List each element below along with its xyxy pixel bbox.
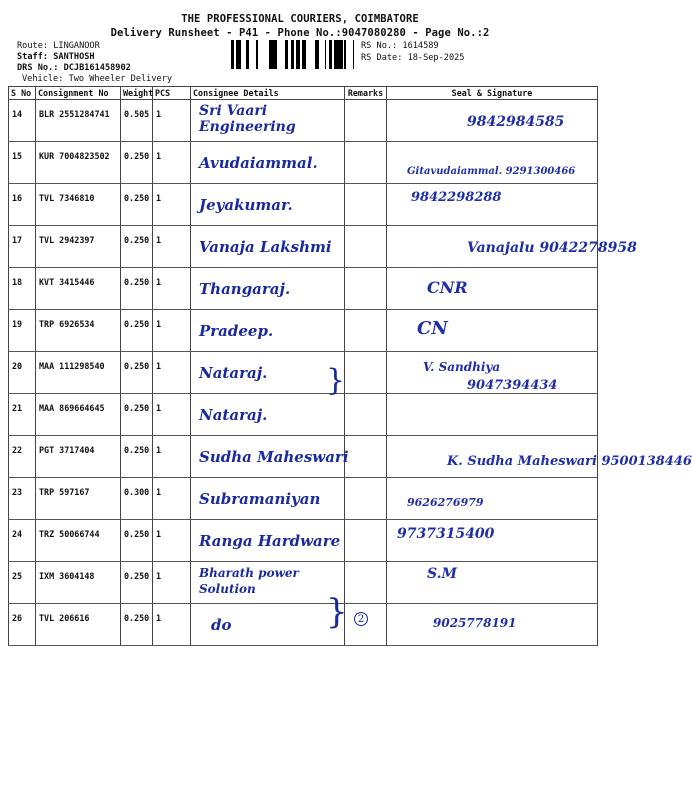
signature-handwriting: CN [417,318,448,339]
cell-weight: 0.250 [121,394,153,436]
col-weight: Weight [121,87,153,100]
cell-consignee-details [191,436,349,478]
col-sno: S No [9,87,36,100]
signature-handwriting: CNR [427,278,468,297]
col-pcs: PCS [153,87,191,100]
runsheet-table [8,86,692,646]
consignee-handwritten-name: Sudha Maheswari [199,448,349,466]
cell-pcs: 1 [153,520,191,562]
cell-remarks [345,310,387,352]
cell-remarks [345,352,387,394]
cell-consignee-details [191,352,345,394]
col-remarks: Remarks [345,87,387,100]
cell-consignee-details [191,268,345,310]
cell-weight: 0.250 [121,436,153,478]
cell-consignment-no: MAA 869664645 [36,394,121,436]
table-row [9,394,598,436]
cell-consignment-no: TRZ 50066744 [36,520,121,562]
cell-seal-signature [387,436,692,478]
staff-label: Staff: SANTHOSH [17,52,95,62]
cell-sno: 14 [9,100,36,142]
cell-consignee-details [191,520,345,562]
signature-handwriting: 9842984585 [467,114,565,130]
consignee-handwritten-name: Nataraj. [199,364,268,382]
cell-seal-signature [387,184,598,226]
consignee-handwritten-name: Sri Vaari Engineering [199,103,296,135]
drs-label: DRS No.: DCJB161458902 [17,63,131,73]
consignee-handwritten-name: do [211,616,232,634]
route-label: Route: LINGANOOR [17,41,100,51]
consignee-handwritten-name: Jeyakumar. [199,196,293,214]
consignee-handwritten-name: Nataraj. [199,406,268,424]
cell-seal-signature [387,226,637,268]
rs-date: RS Date: 18-Sep-2025 [361,53,465,63]
cell-weight: 0.250 [121,142,153,184]
cell-pcs: 1 [153,226,191,268]
cell-consignment-no: TVL 2942397 [36,226,121,268]
cell-pcs: 1 [153,184,191,226]
cell-pcs: 1 [153,478,191,520]
vehicle-label: Vehicle: Two Wheeler Delivery [22,74,173,84]
cell-sno: 21 [9,394,36,436]
cell-consignment-no: PGT 3717404 [36,436,121,478]
cell-consignee-details [191,310,345,352]
cell-sno: 22 [9,436,36,478]
col-consignee-details: Consignee Details [191,87,345,100]
cell-sno: 18 [9,268,36,310]
cell-remarks [345,226,387,268]
cell-weight: 0.250 [121,310,153,352]
cell-sno: 20 [9,352,36,394]
cell-weight: 0.250 [121,604,153,646]
table-header-row [9,87,598,100]
cell-sno: 15 [9,142,36,184]
remarks-bracket-mark: } [326,592,348,632]
table-row [9,478,598,520]
cell-consignee-details [191,478,345,520]
table-row [9,310,598,352]
signature-handwriting: S.M [427,566,457,582]
cell-remarks [345,478,387,520]
cell-pcs: 1 [153,352,191,394]
cell-pcs: 1 [153,604,191,646]
cell-pcs: 1 [153,562,191,604]
remarks-bracket-mark: } [326,363,346,398]
cell-seal-signature [387,378,598,436]
signature-handwriting: 9047394434 [467,378,558,393]
cell-weight: 0.250 [121,562,153,604]
consignee-handwritten-name: Pradeep. [199,322,274,340]
cell-consignment-no: TVL 7346810 [36,184,121,226]
cell-consignee-details [191,394,345,436]
signature-handwriting: Gitavudaiammal. 9291300466 [407,166,576,177]
cell-seal-signature [387,604,598,646]
consignee-handwritten-name: Bharath power Solution [199,566,299,596]
table-row [9,100,598,142]
cell-pcs: 1 [153,436,191,478]
cell-sno: 26 [9,604,36,646]
table-row [9,436,598,478]
cell-weight: 0.250 [121,226,153,268]
cell-pcs: 1 [153,100,191,142]
runsheet-subtitle: Delivery Runsheet - P41 - Phone No.:9047080280 - Page No.:2 [110,27,490,39]
signature-handwriting: 9025778191 [433,616,517,630]
cell-seal-signature [387,268,598,310]
cell-remarks [345,184,387,226]
cell-consignee-details [191,562,345,604]
company-title: THE PROFESSIONAL COURIERS, COIMBATORE [181,13,419,25]
cell-weight: 0.300 [121,478,153,520]
cell-sno: 17 [9,226,36,268]
cell-consignee-details [191,184,345,226]
table-row [9,226,598,268]
cell-consignment-no: BLR 2551284741 [36,100,121,142]
consignee-handwritten-name: Vanaja Lakshmi [199,238,332,256]
rs-number: RS No.: 1614589 [361,41,439,51]
cell-consignment-no: KVT 3415446 [36,268,121,310]
cell-consignment-no: TVL 206616 [36,604,121,646]
cell-sno: 24 [9,520,36,562]
signature-handwriting: V. Sandhiya [423,360,501,374]
signature-handwriting: 9842298288 [411,190,502,205]
cell-remarks [345,394,387,436]
signature-handwriting: Vanajalu 9042278958 [467,240,637,256]
cell-seal-signature [387,310,598,352]
cell-seal-signature [387,520,598,562]
cell-sno: 16 [9,184,36,226]
cell-remarks [345,520,387,562]
consignee-handwritten-name: Subramaniyan [199,490,321,508]
col-seal-signature: Seal & Signature [387,87,598,100]
remarks-circled-number: 2 [354,612,368,626]
table-row [9,268,598,310]
cell-consignee-details [191,226,345,268]
cell-weight: 0.505 [121,100,153,142]
consignee-handwritten-name: Ranga Hardware [199,532,341,550]
signature-handwriting: 9737315400 [397,526,495,542]
cell-pcs: 1 [153,394,191,436]
cell-consignment-no: IXM 3604148 [36,562,121,604]
cell-pcs: 1 [153,142,191,184]
cell-sno: 19 [9,310,36,352]
cell-weight: 0.250 [121,520,153,562]
cell-consignment-no: TRP 6926534 [36,310,121,352]
signature-handwriting: 9626276979 [407,496,484,509]
cell-sno: 23 [9,478,36,520]
cell-remarks [345,604,387,646]
cell-consignment-no: KUR 7004823502 [36,142,121,184]
barcode-image [229,40,356,69]
cell-seal-signature [387,142,598,184]
cell-remarks [345,268,387,310]
cell-remarks [345,436,387,478]
table-row [9,142,598,184]
table-row [9,184,598,226]
cell-weight: 0.250 [121,352,153,394]
cell-consignment-no: MAA 111298540 [36,352,121,394]
cell-pcs: 1 [153,310,191,352]
consignee-handwritten-name: Avudaiammal. [199,154,318,172]
cell-remarks [345,562,387,604]
table-row [9,604,598,646]
cell-remarks [345,142,387,184]
cell-consignee-details [191,142,345,184]
cell-weight: 0.250 [121,268,153,310]
cell-remarks [345,100,387,142]
cell-consignment-no: TRP 597167 [36,478,121,520]
cell-weight: 0.250 [121,184,153,226]
col-consignment-no: Consignment No [36,87,121,100]
cell-consignee-details [191,604,345,646]
cell-seal-signature [387,100,598,142]
table-row [9,562,598,604]
cell-pcs: 1 [153,268,191,310]
signature-handwriting: K. Sudha Maheswari 9500138446 [447,454,692,469]
cell-seal-signature [387,478,598,520]
cell-seal-signature [387,562,598,604]
consignee-handwritten-name: Thangaraj. [199,280,291,298]
cell-sno: 25 [9,562,36,604]
table-row [9,520,598,562]
cell-consignee-details [191,100,345,142]
